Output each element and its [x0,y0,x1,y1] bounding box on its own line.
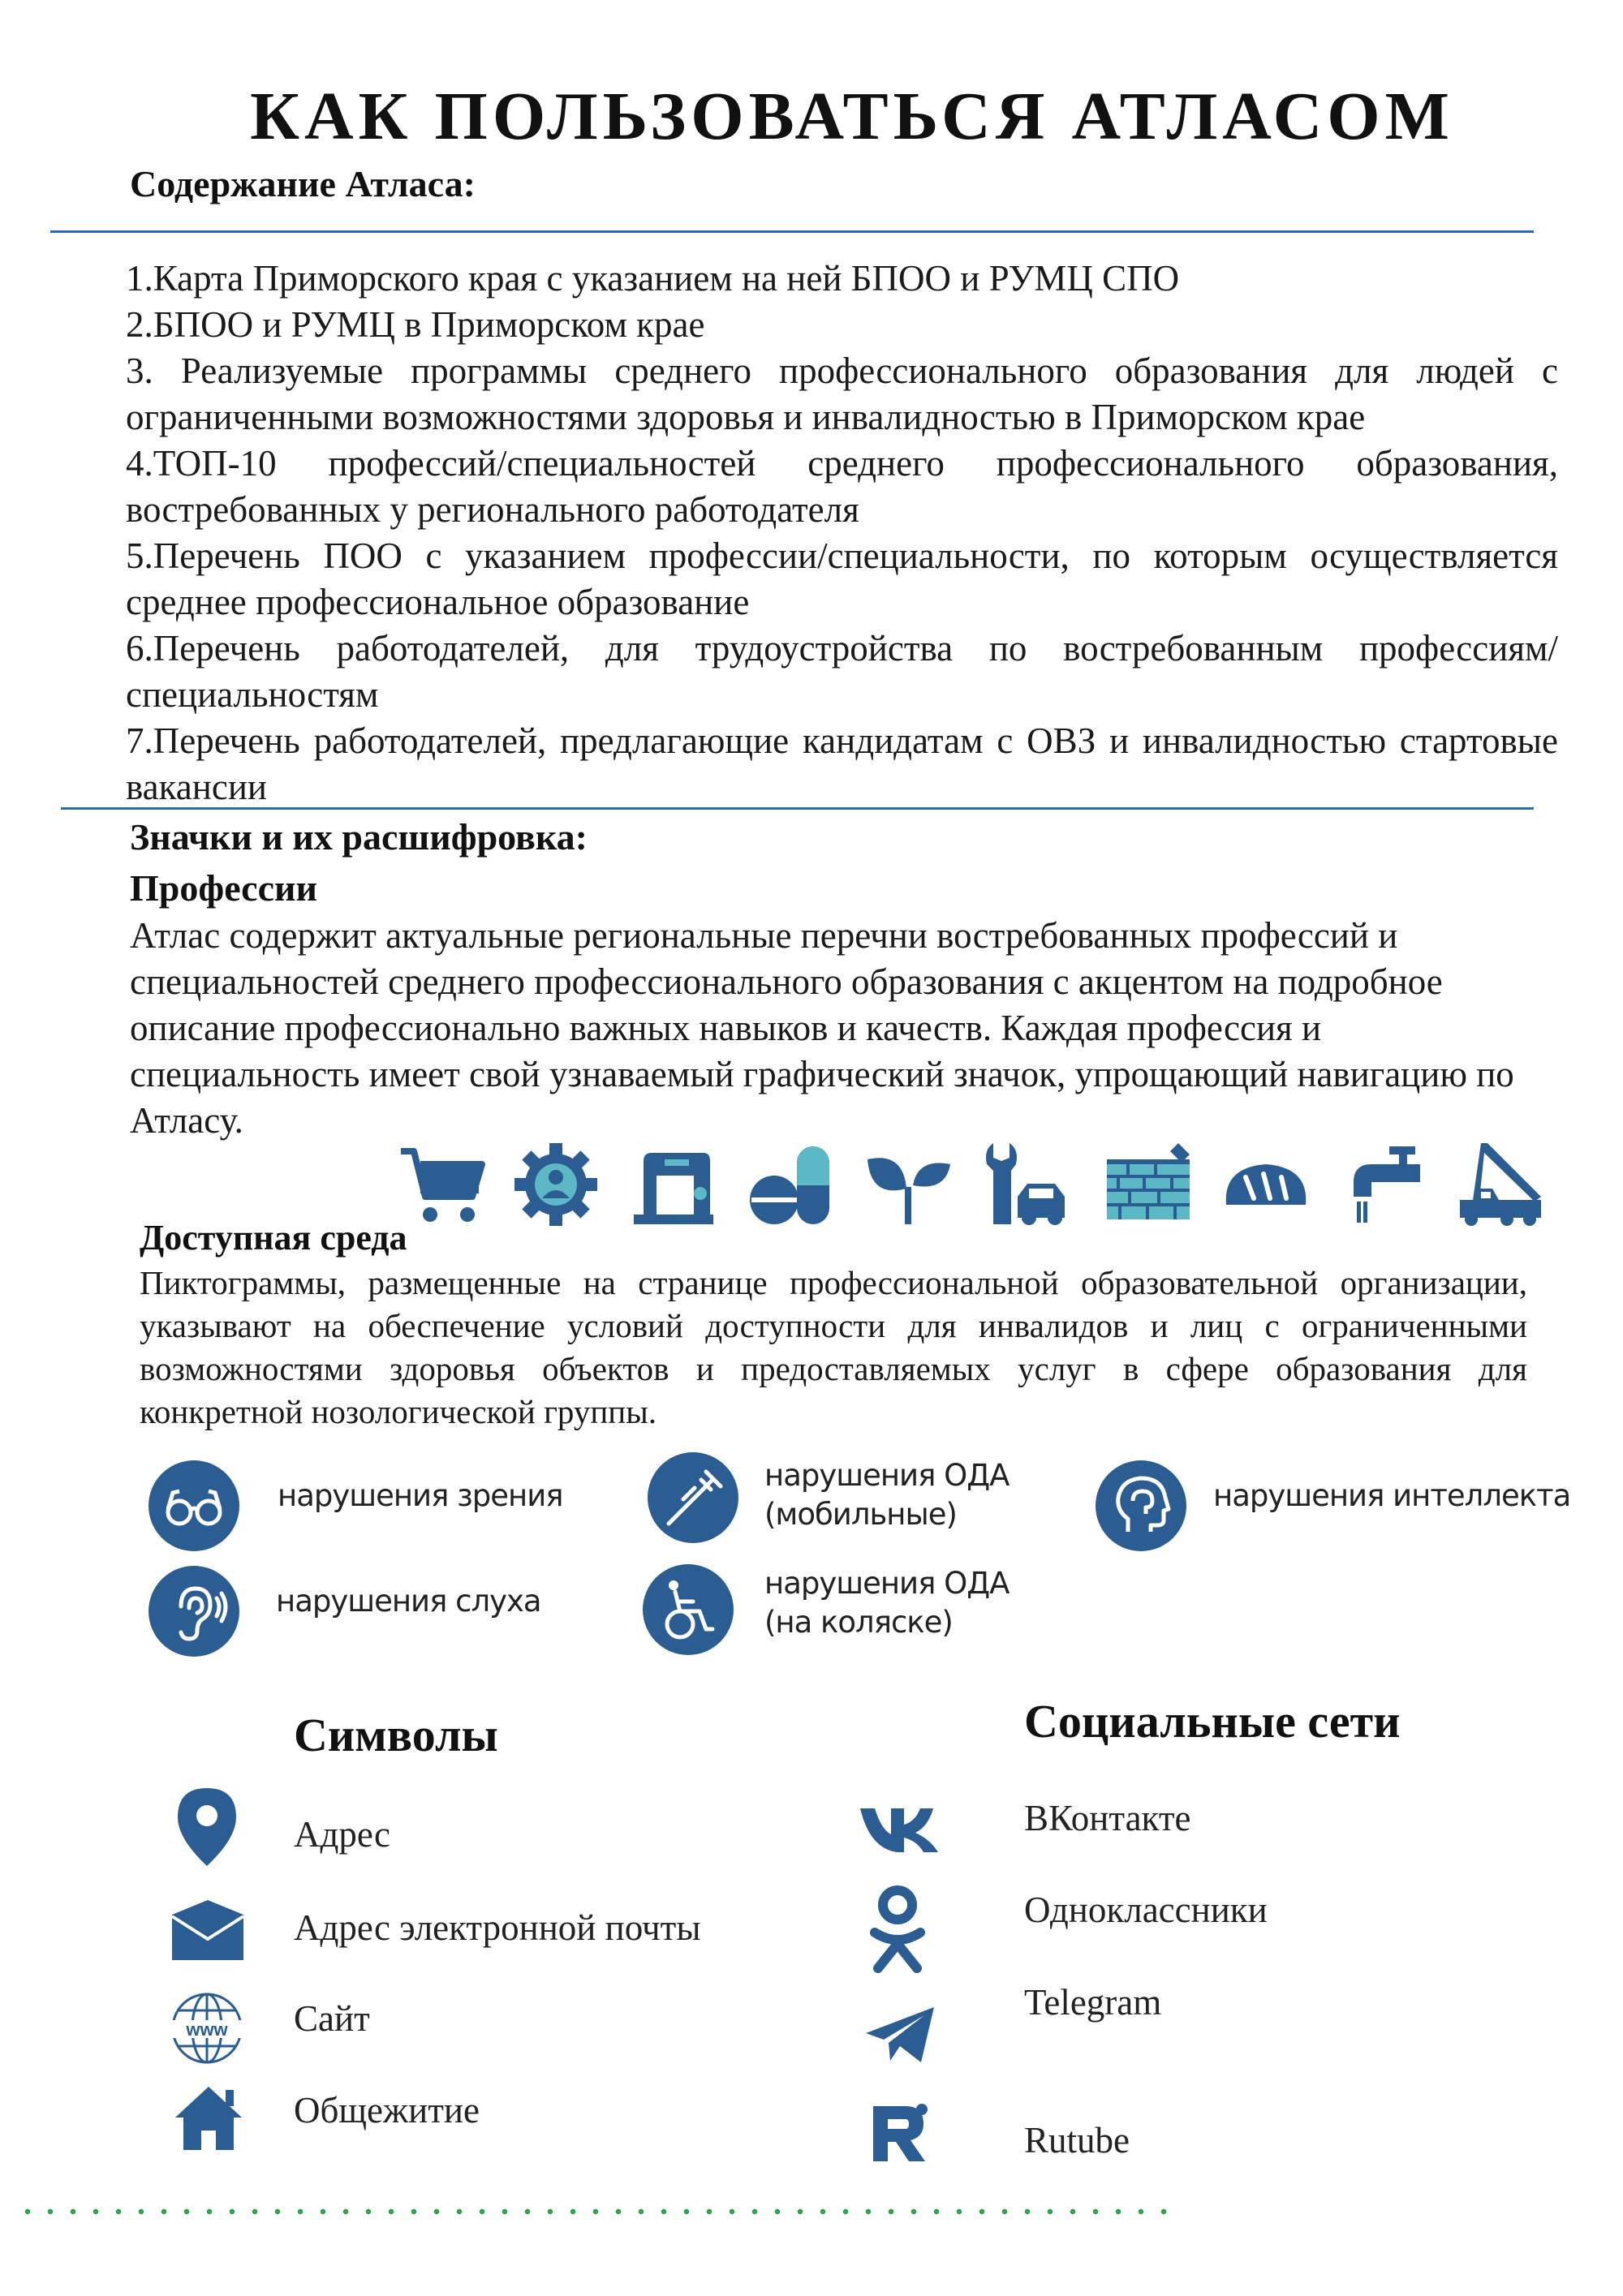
acc-label-oda-wheelchair [764,1564,1009,1642]
professions-heading: Профессии [130,867,318,909]
www-globe-icon [166,1988,248,2069]
bread-icon [1221,1140,1311,1229]
symbols-heading: Символы [294,1709,498,1761]
acc-label-oda-mobile-line2: (мобильные) [764,1497,957,1532]
social-label-ok: Одноклассники [1024,1890,1268,1930]
sewing-machine-icon [629,1140,718,1229]
brick-wall-icon [1104,1140,1193,1229]
contents-item: 4.ТОП-10 профессий/специальностей среднего профессионального образования, востребованных у регионального работодателя [126,443,1558,530]
symbol-label-address: Адрес [294,1814,390,1855]
contents-item: 3. Реализуемые программы среднего профессионального образования для людей с ограниченными возможностями здоровья и инвалидностью в Приморском крае [126,350,1558,437]
social-label-telegram: Telegram [1024,1982,1162,2023]
envelope-icon [169,1898,247,1963]
profession-icons [398,1140,1599,1229]
symbol-label-dorm: Общежитие [294,2090,480,2130]
symbol-label-site: Сайт [294,1998,370,2039]
rutube-icon [868,2103,930,2165]
contents-item: 5.Перечень ПОО с указанием профессии/специальности, по которым осуществляется среднее профессиональное образование [126,535,1558,622]
vk-icon [859,1805,940,1854]
acc-label-vision: нарушения зрения [278,1478,563,1513]
accessibility-text: Пиктограммы, размещенные на странице профессиональной образовательной организации, указывают на обеспечение условий доступности для инвалидов и лиц с ограниченными возможностями здоровья объектов и предоставляемых услуг в сфере образования для конкретной нозологической группы. [140,1264,1527,1430]
social-label-rutube: Rutube [1024,2120,1130,2161]
professions-text: Атлас содержит актуальные региональные перечни востребованных профессий и специальностей среднего профессионального образования с акцентом на подробное описание профессионально важных навыков и качеств. Каждая профессия и специальность имеет свой узнаваемый графический значок, упрощающий навигацию по Атласу. [130,915,1514,1141]
contents-list [126,256,1558,810]
ok-icon [867,1882,928,1976]
gear-person-icon [511,1140,601,1229]
acc-label-intellect: нарушения интеллекта [1213,1478,1571,1513]
acc-label-oda-wheelchair-line1: нарушения ОДА [764,1566,1010,1601]
footer-dotted-line [16,2208,1177,2215]
ear-icon [149,1566,239,1657]
divider-top [50,230,1534,233]
map-pin-icon [174,1785,239,1869]
social-heading: Социальные сети [1024,1695,1401,1748]
contents-item: 7.Перечень работодателей, предлагающие кандидатам с ОВЗ и инвалидностью стартовые вакансии [126,720,1558,807]
pills-icon [747,1140,836,1229]
faucet-icon [1339,1140,1428,1229]
accessibility-heading: Доступная среда [140,1218,407,1258]
cart-icon [398,1140,487,1229]
divider-middle [61,807,1534,810]
crane-truck-icon [1457,1140,1546,1229]
symbol-label-email: Адрес электронной почты [294,1907,701,1948]
glasses-icon [149,1460,239,1551]
icons-heading: Значки и их расшифровка: [130,816,588,858]
acc-label-oda-mobile [764,1456,1009,1534]
acc-label-oda-mobile-line1: нарушения ОДА [764,1458,1010,1493]
page-title: КАК ПОЛЬЗОВАТЬСЯ АТЛАСОМ [250,79,1454,154]
head-icon [1096,1460,1186,1551]
contents-item: 1.Карта Приморского края с указанием на ней БПОО и РУМЦ СПО [126,258,1180,299]
contents-item: 6.Перечень работодателей, для трудоустройства по востребованным профессиям/специальностям [126,628,1558,715]
acc-label-oda-wheelchair-line2: (на коляске) [764,1605,953,1640]
leaves-icon [864,1140,954,1229]
svg-text:www: www [186,2019,228,2040]
telegram-icon [864,2004,937,2066]
crutch-icon [648,1452,738,1543]
wrench-car-icon [982,1140,1071,1229]
contents-heading: Содержание Атласа: [130,163,476,204]
social-label-vk: ВКонтакте [1024,1798,1191,1838]
contents-item: 2.БПОО и РУМЦ в Приморском крае [126,304,705,345]
wheelchair-icon [643,1564,734,1655]
house-icon [172,2083,245,2152]
acc-label-hearing: нарушения слуха [276,1584,541,1619]
